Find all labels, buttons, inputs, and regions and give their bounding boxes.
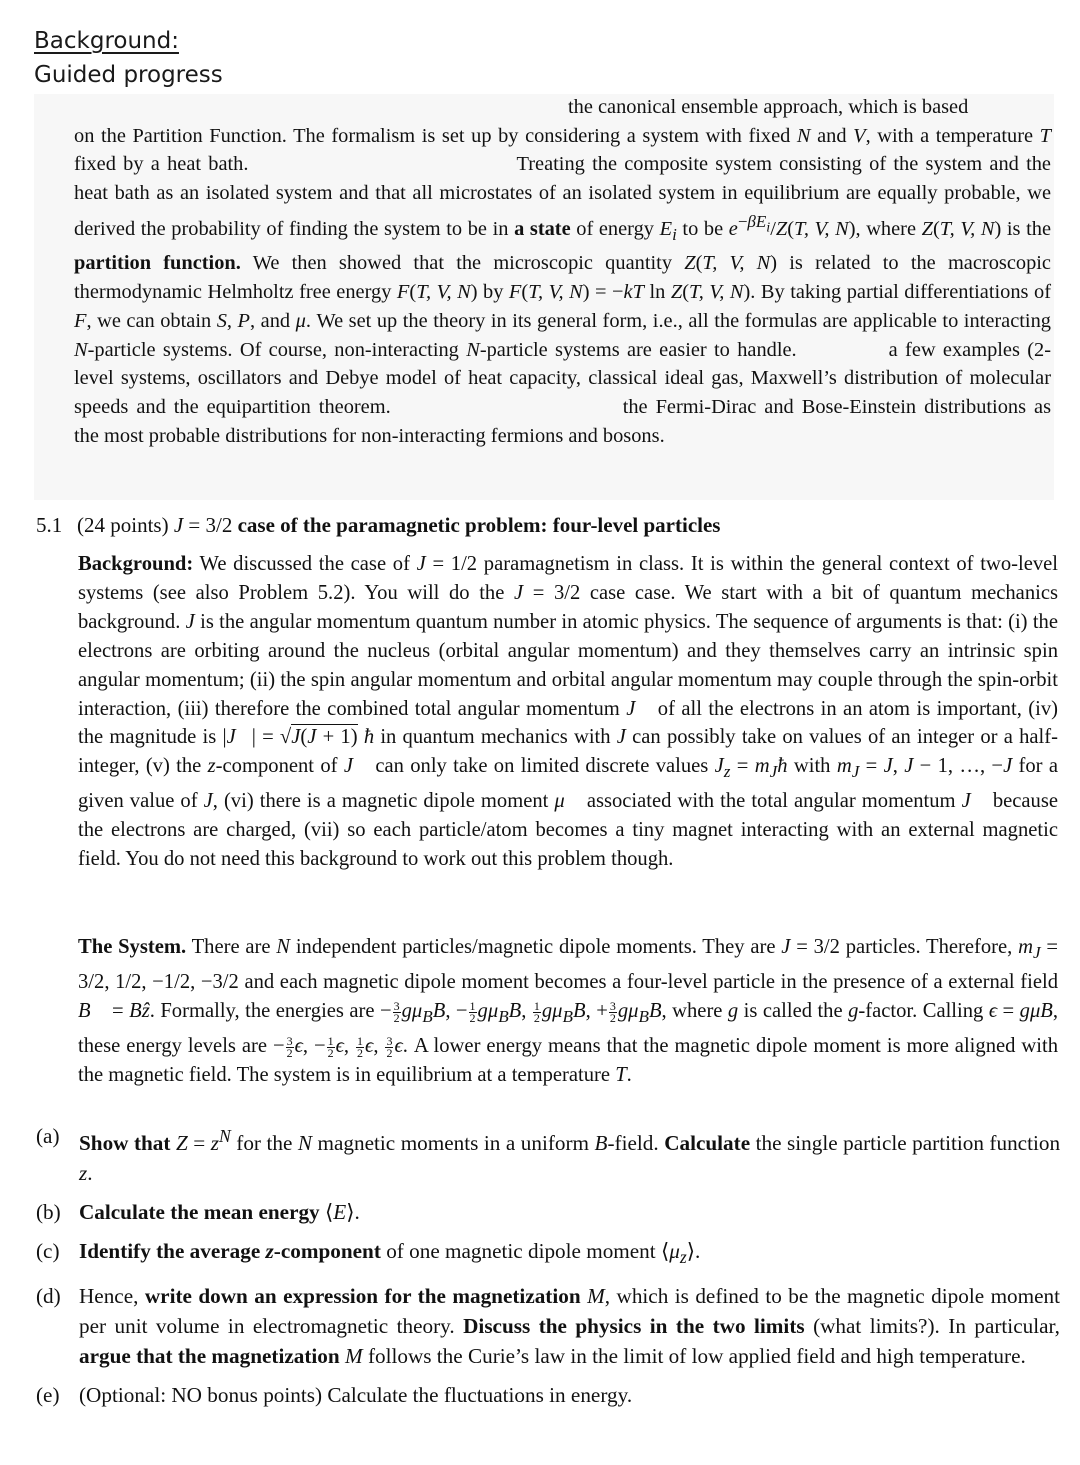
- part-b: (b) Calculate the mean energy ⟨E⟩.: [36, 1197, 1060, 1227]
- part-label: (d): [36, 1284, 61, 1309]
- part-label: (e): [36, 1383, 60, 1408]
- part-e: [36, 1380, 1060, 1410]
- part-e-text: (Optional: NO bonus points) Calculate the fluctuations in energy.: [79, 1383, 633, 1408]
- intro-sentence-1: the canonical ensemble approach, which is based: [568, 96, 969, 118]
- problem-parts: [36, 1121, 1060, 1419]
- problem-number: 5.1: [36, 513, 63, 537]
- system-label: The System.: [78, 936, 187, 958]
- guided-progress-heading: Guided progress: [34, 62, 223, 88]
- part-label: (b): [36, 1200, 61, 1225]
- part-d: (d) Hence, write down an expression for the magnetization M, which is defined to be the magnetic dipole moment per unit volume in electromagnetic theory. Discuss the physics in the two limits (what limits?). In particular, argue that the magnetization M follows the Curie’s law in the limit of low applied field and high temperature.: [36, 1281, 1060, 1371]
- background-paragraph: Background: We discussed the case of J = 1/2 paramagnetism in class. It is within the general context of two-level systems (see also Problem 5.2). You will do the J = 3/2 case case. We start with a bit of quantum mechanics background. J is the angular momentum quantum number in atomic physics. The sequence of arguments is that: (i) the electrons are orbiting around the nucleus (orbital angular momentum) and they themselves carry an intrinsic spin angular momentum; (ii) the spin angular momentum and orbital angular momentum may couple through the spin-orbit interaction, (iii) therefore the combined total angular momentum J⃗ of all the electrons in an atom is important, (iv) the magnitude is |J⃗| = √J(J + 1) ħ in quantum mechanics with J can possibly take on values of an integer or a half-integer, (v) the z-component of J⃗ can only take on limited discrete values $J_z$ = $m_Jħ$ with $m_J = J$, J − 1, …, −J for a given value of J, (vi) there is a magnetic dipole moment μ⃗ associated with the total angular momentum J⃗ because the electrons are charged, (vii) so each particle/atom becomes a tiny magnet interacting with an external magnetic field. You do not need this background to work out this problem though.: [78, 553, 1059, 871]
- problem-title: (24 points) J = 3/2 case of the paramagnetic problem: four-level particles: [77, 513, 721, 537]
- part-label: (a): [36, 1124, 60, 1148]
- background-label: Background:: [78, 553, 194, 575]
- system-paragraph: The System. There are N independent particles/magnetic dipole moments. They are J = 3/2 particles. Therefore, $m_J = 3/2$, 1/2, −1/2, −3/2 and each magnetic dipole moment becomes a four-level particle in the presence of a external field B⃗ = Bẑ. Formally, the energies are − $\frac{3}{2}$ $g\mu_BB$, − $\frac{1}{2}$ $g\mu_BB$, $\frac{1}{2}$ $g\mu_BB$, + $\frac{3}{2}$ $g\mu_BB$, where g is called the g-factor. Calling ϵ = gμB, these energy levels are − $\frac{3}{2}$ ϵ, − $\frac{1}{2}$ ϵ, $\frac{1}{2}$ ϵ, $\frac{3}{2}$ ϵ. A lower energy means that the magnetic dipole moment is more aligned with the magnetic field. The system is in equilibrium at a temperature T.: [78, 936, 1059, 1086]
- background-heading: Background:: [34, 28, 179, 54]
- intro-text: the canonical ensemble approach, which is based on the Partition Function. The formalism is set up by considering a system with fixed N and V, with a temperature T fixed by a heat bath. Treating the composite system consisting of the system and the heat bath as an isolated system and that all microstates of an isolated system in equilibrium are equally probable, we derived the probability of finding the system to be in a state of energy $E_i$ to be $e^{-\beta E_i}/Z(T$, V, N), where Z(T, V, N) is the partition function. We then showed that the microscopic quantity Z(T, V, N) is related to the macroscopic thermodynamic Helmholtz free energy F(T, V, N) by F(T, V, N) = −kT ln Z(T, V, N). By taking partial differentiations of F, we can obtain S, P, and μ. We set up the theory in its general form, i.e., all the formulas are applicable to interacting N-particle systems. Of course, non-interacting N-particle systems are easier to handle. a few examples (2-level systems, oscillators and Debye model of heat capacity, classical ideal gas, Maxwell’s distribution of molecular speeds and the equipartition theorem. the Fermi-Dirac and Bose-Einstein distributions as the most probable distributions for non-interacting fermions and bosons.: [74, 93, 1051, 450]
- part-label: (c): [36, 1239, 60, 1264]
- part-a: (a) Show that $Z = z^N$ for the N magnetic moments in a uniform B-field. Calculate the single particle partition function z.: [36, 1121, 1060, 1188]
- part-c: (c) Identify the average z-component of one magnetic dipole moment $⟨\mu_z⟩$.: [36, 1236, 1060, 1272]
